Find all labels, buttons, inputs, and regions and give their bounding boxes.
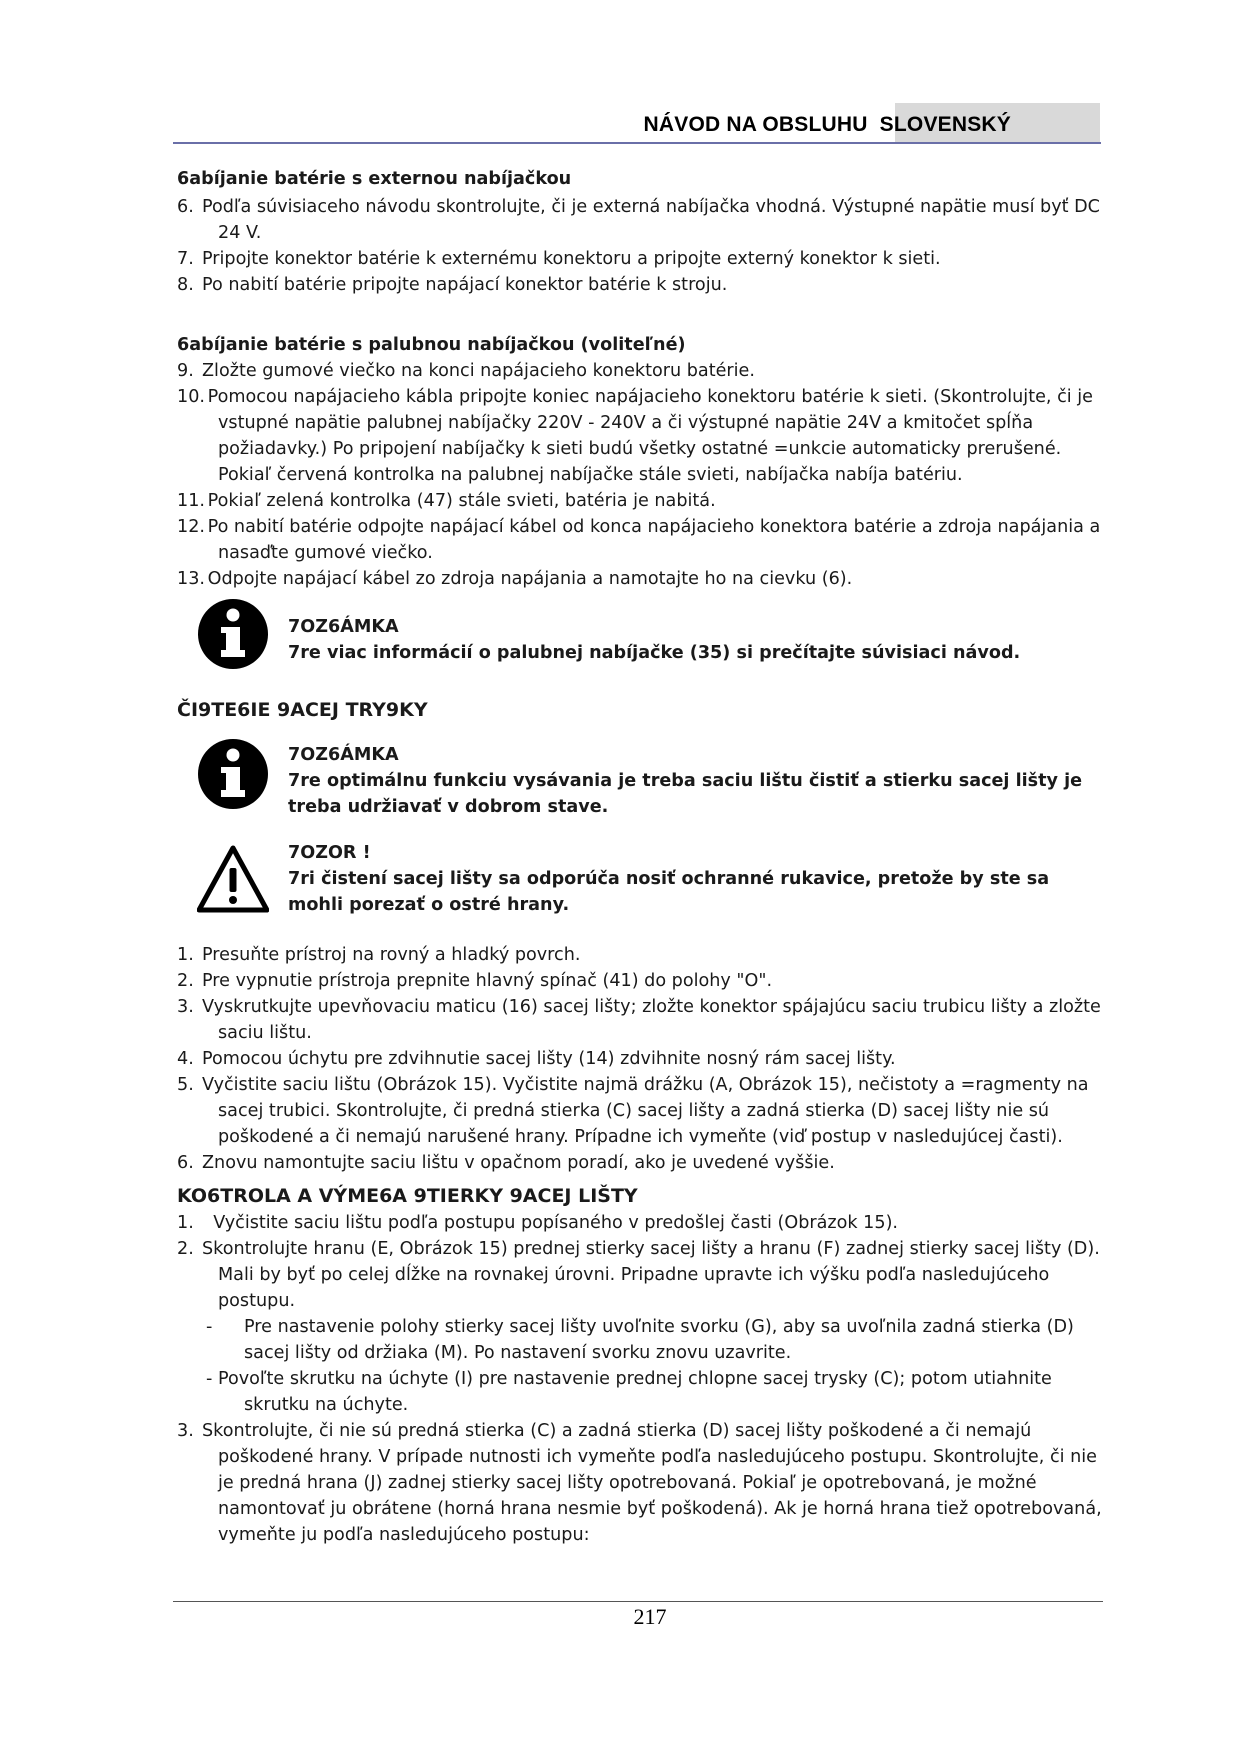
list-item-number: 1.: [177, 945, 194, 965]
list-item-number: 10.: [177, 387, 205, 407]
list-item-text: Odpojte napájací kábel zo zdroja napájania a namotajte ho na cievku (6).: [207, 569, 853, 589]
list-item-text: Pokiaľ zelená kontrolka (47) stále svieti, batéria je nabitá.: [207, 491, 716, 511]
section-heading-squeegee: KO6TROLA A VÝME6A 9TIERKY 9ACEJ LIŠTY: [177, 1185, 638, 1207]
list-item-text: Pomocou napájacieho kábla pripojte koniec napájacieho konektoru batérie k sieti. (Skontrolujte, či je vstupné napätie palubnej nabíjačky 220V - 240V a či výstupné napätie 24V a kmitočet spĺňa požiadavky.) Po pripojení nabíjačky k sieti budú všetky ostatné =unkcie automaticky prerušené. Pokiaľ červená kontrolka na palubnej nabíjačke stále svieti, nabíjačka nabíja batériu.: [207, 387, 1093, 485]
list-item-number: 4.: [177, 1049, 194, 1069]
list-item-text: Pomocou úchytu pre zdvihnutie sacej lišty (14) zdvihnite nosný rám sacej lišty.: [202, 1049, 896, 1069]
list-item: [177, 384, 1107, 488]
warning-label: 7OZOR !: [288, 843, 371, 863]
list-item-number: 3.: [177, 1421, 194, 1441]
list-item: [177, 942, 1107, 968]
list-item: [177, 1418, 1107, 1548]
list-item-number: 2.: [177, 1239, 194, 1259]
sub-list-item-text: Povoľte skrutku na úchyte (I) pre nastavenie prednej chlopne sacej trysky (C); potom utiahnite skrutku na úchyte.: [218, 1369, 1052, 1415]
note-label: 7OZ6ÁMKA: [288, 617, 399, 637]
sub-list-item: [177, 1366, 1107, 1418]
list-item-number: 9.: [177, 361, 194, 381]
header-rule: [173, 142, 1101, 144]
note-label: 7OZ6ÁMKA: [288, 745, 399, 765]
list-item-number: 6.: [177, 1153, 194, 1173]
list-item: [177, 1210, 1107, 1236]
info-note-text: [288, 742, 1098, 820]
note-body: 7re viac informácií o palubnej nabíjačke (35) si prečítajte súvisiaci návod.: [288, 643, 1021, 663]
list-item-text: Skontrolujte, či nie sú predná stierka (C) a zadná stierka (D) sacej lišty poškodené a či nemajú poškodené hrany. V prípade nutnosti ich vymeňte podľa nasledujúceho postupu. Skontrolujte, či nie je predná hrana (J) zadnej stierky sacej lišty opotrebovaná. Pokiaľ je opotrebovaná, je možné namontovať ju obrátene (horná hrana nesmie byť poškodená). Ak je horná hrana tiež opotrebovaná, vymeňte ju podľa nasledujúceho postupu:: [202, 1421, 1102, 1545]
header-language: SLOVENSKÝ: [879, 113, 1011, 136]
list-item-text: Vyskrutkujte upevňovaciu maticu (16) sacej lišty; zložte konektor spájajúcu saciu trubicu lišty a zložte saciu lištu.: [202, 997, 1101, 1043]
list-item: [177, 1072, 1107, 1150]
dash-mark: -: [206, 1369, 213, 1389]
list-item-number: 12.: [177, 517, 205, 537]
page-number: 217: [633, 1604, 667, 1629]
list-item-text: Vyčistite saciu lištu (Obrázok 15). Vyčistite najmä drážku (A, Obrázok 15), nečistoty a =ragmenty na sacej trubici. Skontrolujte, či predná stierka (C) sacej lišty a zadná stierka (D) sacej lišty nie sú poškodené a či nemajú narušené hrany. Prípadne ich vymeňte (viď postup v nasledujúcej časti).: [202, 1075, 1089, 1147]
list-item-text: Znovu namontujte saciu lištu v opačnom poradí, ako je uvedené vyššie.: [202, 1153, 835, 1173]
list-item-number: 11.: [177, 491, 205, 511]
page-content: [177, 166, 1107, 1548]
dash-mark: -: [206, 1317, 213, 1337]
list-item: [177, 246, 1107, 272]
note-body: 7re optimálnu funkciu vysávania je treba saciu lištu čistiť a stierku sacej lišty je treba udržiavať v dobrom stave.: [288, 771, 1083, 817]
info-note: [177, 598, 1107, 680]
list-item-number: 8.: [177, 275, 194, 295]
list-item-text: Presuňte prístroj na rovný a hladký povrch.: [202, 945, 581, 965]
list-item: [177, 514, 1107, 566]
list-item-text: Pre vypnutie prístroja prepnite hlavný spínač (41) do polohy "O".: [202, 971, 773, 991]
list-item-text: Pripojte konektor batérie k externému konektoru a pripojte externý konektor k sieti.: [202, 249, 941, 269]
list-item: [177, 994, 1107, 1046]
sub-list-item-text: Pre nastavenie polohy stierky sacej lišty uvoľnite svorku (G), aby sa uvoľnila zadná stierka (D) sacej lišty od držiaka (M). Po nastavení svorku znovu uzavrite.: [244, 1317, 1074, 1363]
info-icon: [197, 598, 269, 670]
list-item-number: 5.: [177, 1075, 194, 1095]
section-heading-cleaning: ČI9TE6IE 9ACEJ TRY9KY: [177, 699, 428, 721]
list-item-text: Po nabití batérie pripojte napájací konektor batérie k stroju.: [202, 275, 728, 295]
list-item-text: Po nabití batérie odpojte napájací kábel od konca napájacieho konektora batérie a zdroja napájania a nasaďte gumové viečko.: [207, 517, 1101, 563]
footer-rule: [173, 1601, 1103, 1602]
list-item-number: 6.: [177, 197, 194, 217]
sub-list-item: [177, 1314, 1107, 1366]
warning-note: [177, 838, 1107, 936]
header-manual-title: NÁVOD NA OBSLUHU: [643, 113, 868, 136]
list-item: [177, 358, 1107, 384]
section-heading-external-charger: 6abíjanie batérie s externou nabíjačkou: [177, 169, 572, 189]
list-item: [177, 488, 1107, 514]
list-item-number: 13.: [177, 569, 205, 589]
list-item: [177, 968, 1107, 994]
info-icon: [197, 738, 269, 810]
info-note: [177, 738, 1107, 838]
header-title: [644, 113, 1012, 137]
list-item: [177, 566, 1107, 592]
list-item: [177, 1150, 1107, 1176]
warning-note-text: [288, 840, 1098, 918]
section-heading-onboard-charger: 6abíjanie batérie s palubnou nabíjačkou (voliteľné): [177, 335, 686, 355]
list-item-number: 2.: [177, 971, 194, 991]
list-item-number: 1.: [177, 1213, 194, 1233]
warning-body: 7ri čistení sacej lišty sa odporúča nosiť ochranné rukavice, pretože by ste sa mohli porezať o ostré hrany.: [288, 869, 1050, 915]
info-note-text: [288, 614, 1098, 666]
list-item: [177, 272, 1107, 298]
warning-icon: [197, 844, 269, 916]
list-item: [177, 194, 1107, 246]
list-item: [177, 1046, 1107, 1072]
list-item: [177, 1236, 1107, 1314]
list-item-number: 3.: [177, 997, 194, 1017]
list-item-text: Zložte gumové viečko na konci napájacieho konektoru batérie.: [202, 361, 755, 381]
list-item-number: 7.: [177, 249, 194, 269]
list-item-text: Skontrolujte hranu (E, Obrázok 15) prednej stierky sacej lišty a hranu (F) zadnej stierky sacej lišty (D). Mali by byť po celej dĺžke na rovnakej úrovni. Pripadne upravte ich výšku podľa nasledujúceho postupu.: [202, 1239, 1100, 1311]
list-item-text: Podľa súvisiaceho návodu skontrolujte, či je externá nabíjačka vhodná. Výstupné napätie musí byť DC 24 V.: [202, 197, 1100, 243]
list-item-text: Vyčistite saciu lištu podľa postupu popísaného v predošlej časti (Obrázok 15).: [213, 1213, 899, 1233]
